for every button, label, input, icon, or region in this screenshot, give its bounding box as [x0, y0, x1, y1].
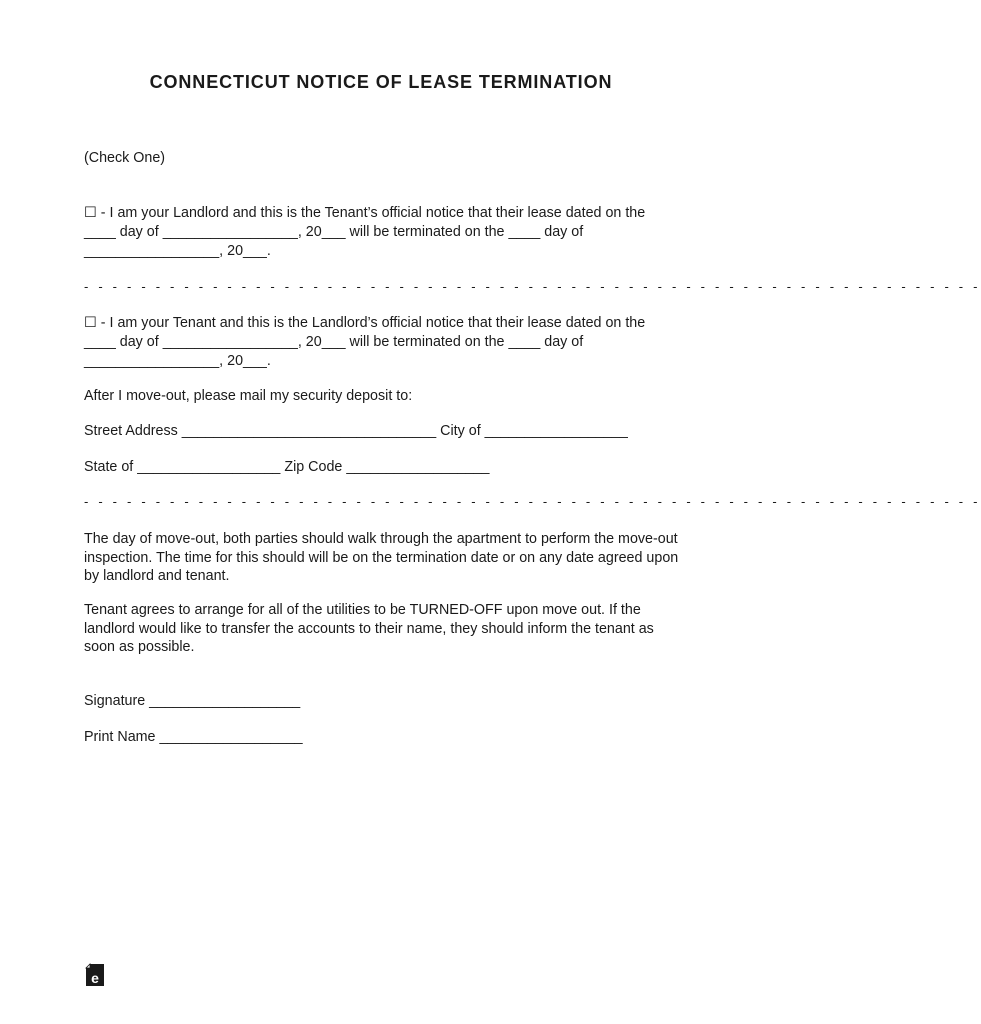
street-address-field: Street Address ________________________________ City of __________________ — [84, 423, 628, 439]
inspection-paragraph: The day of move-out, both parties should walk through the apartment to perform the move-out inspection. The time for this should will be on the termination date or on any date agreed upon by landlord and tenant. — [84, 531, 679, 584]
check-one-instruction: (Check One) — [84, 150, 166, 166]
state-zip-field: State of __________________ Zip Code __________________ — [84, 459, 490, 475]
tenant-option-line-2: ____ day of _________________, 20___ will be terminated on the ____ day of — [84, 334, 584, 350]
landlord-option-line-3: _________________, 20___. — [84, 243, 271, 259]
separator-line: - - - - - - - - - - - - - - - - - - - - - - - - - - - - - - - - - - - - - - - - - - - - - - - - - - - - - - - - - - - - - - - — [84, 279, 981, 294]
utilities-paragraph: Tenant agrees to arrange for all of the utilities to be TURNED-OFF upon move out. If the landlord would like to transfer the accounts to their name, they should inform the tenant as soon as possible. — [84, 602, 654, 655]
logo-letter: e — [91, 970, 99, 986]
separator-line: - - - - - - - - - - - - - - - - - - - - - - - - - - - - - - - - - - - - - - - - - - - - - - - - - - - - - - - - - - - - - - - — [84, 494, 981, 509]
tenant-option-line-3: _________________, 20___. — [84, 353, 271, 369]
eforms-logo-icon — [84, 962, 108, 988]
signature-field: Signature ___________________ — [84, 693, 301, 709]
landlord-option-line-2: ____ day of _________________, 20___ will be terminated on the ____ day of — [84, 224, 584, 240]
landlord-option-line-1: ☐ - I am your Landlord and this is the Tenant’s official notice that their lease dated on the — [84, 205, 646, 221]
print-name-field: Print Name __________________ — [84, 729, 303, 745]
tenant-option-line-1: ☐ - I am your Tenant and this is the Landlord’s official notice that their lease dated on the — [84, 315, 646, 331]
deposit-intro: After I move-out, please mail my security deposit to: — [84, 388, 413, 404]
page-title: CONNECTICUT NOTICE OF LEASE TERMINATION — [149, 72, 613, 92]
